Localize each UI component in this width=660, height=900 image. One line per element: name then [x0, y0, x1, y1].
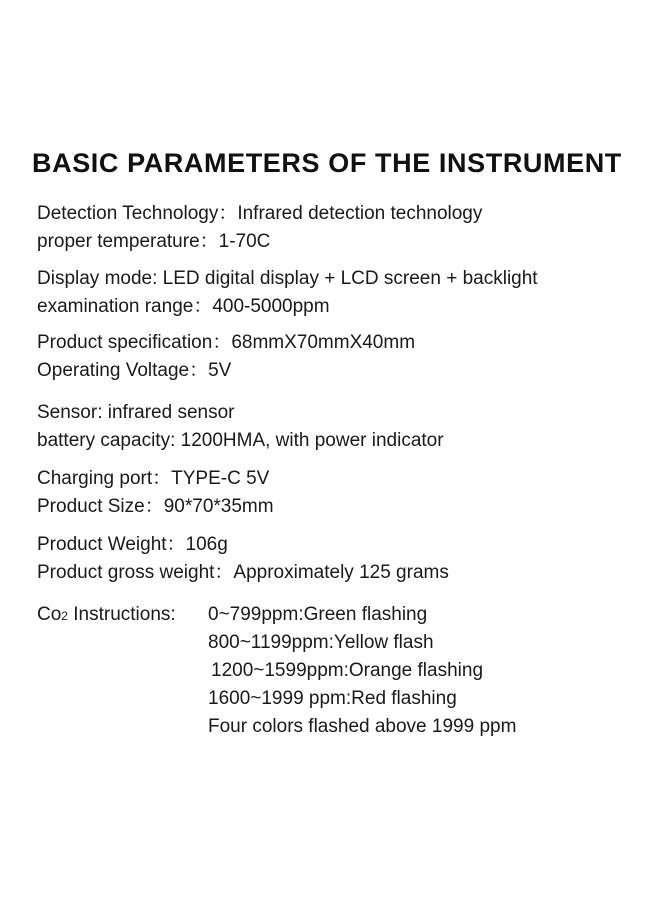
param-group-detection: [37, 200, 637, 256]
param-charging-port: Charging port：TYPE-C 5V: [37, 468, 270, 489]
co2-label-subscript: 2: [61, 609, 68, 623]
page-title: BASIC PARAMETERS OF THE INSTRUMENT: [32, 148, 622, 178]
param-product-size: Product Size：90*70*35mm: [37, 496, 274, 517]
param-group-charging: [37, 465, 637, 521]
co2-item-four-colors: Four colors flashed above 1999 ppm: [208, 716, 517, 737]
param-gross-weight: Product gross weight：Approximately 125 grams: [37, 562, 449, 583]
param-examination-range: examination range：400-5000ppm: [37, 296, 330, 317]
co2-label-rest: Instructions:: [67, 604, 176, 625]
co2-instructions-label: [37, 601, 176, 630]
co2-item-red: 1600~1999 ppm:Red flashing: [208, 688, 457, 709]
param-product-specification: Product specification：68mmX70mmX40mm: [37, 332, 416, 353]
param-group-weight: [37, 531, 637, 587]
param-group-display: [37, 265, 637, 321]
co2-item-yellow: 800~1199ppm:Yellow flash: [208, 632, 434, 653]
co2-item-orange: 1200~1599ppm:Orange flashing: [211, 660, 484, 681]
param-product-weight: Product Weight：106g: [37, 534, 228, 555]
co2-label-main: Co: [37, 604, 62, 625]
param-operating-voltage: Operating Voltage：5V: [37, 360, 232, 381]
param-proper-temperature: proper temperature：1-70C: [37, 231, 271, 252]
co2-instructions-list: [208, 601, 516, 741]
param-display-mode: Display mode: LED digital display + LCD screen + backlight: [37, 268, 538, 289]
param-sensor: Sensor: infrared sensor: [37, 402, 235, 423]
param-group-specification: [37, 329, 637, 385]
param-group-sensor: [37, 399, 637, 455]
co2-item-green: 0~799ppm:Green flashing: [208, 604, 428, 625]
param-detection-technology: Detection Technology：Infrared detection technology: [37, 203, 483, 224]
param-battery-capacity: battery capacity: 1200HMA, with power indicator: [37, 430, 444, 451]
